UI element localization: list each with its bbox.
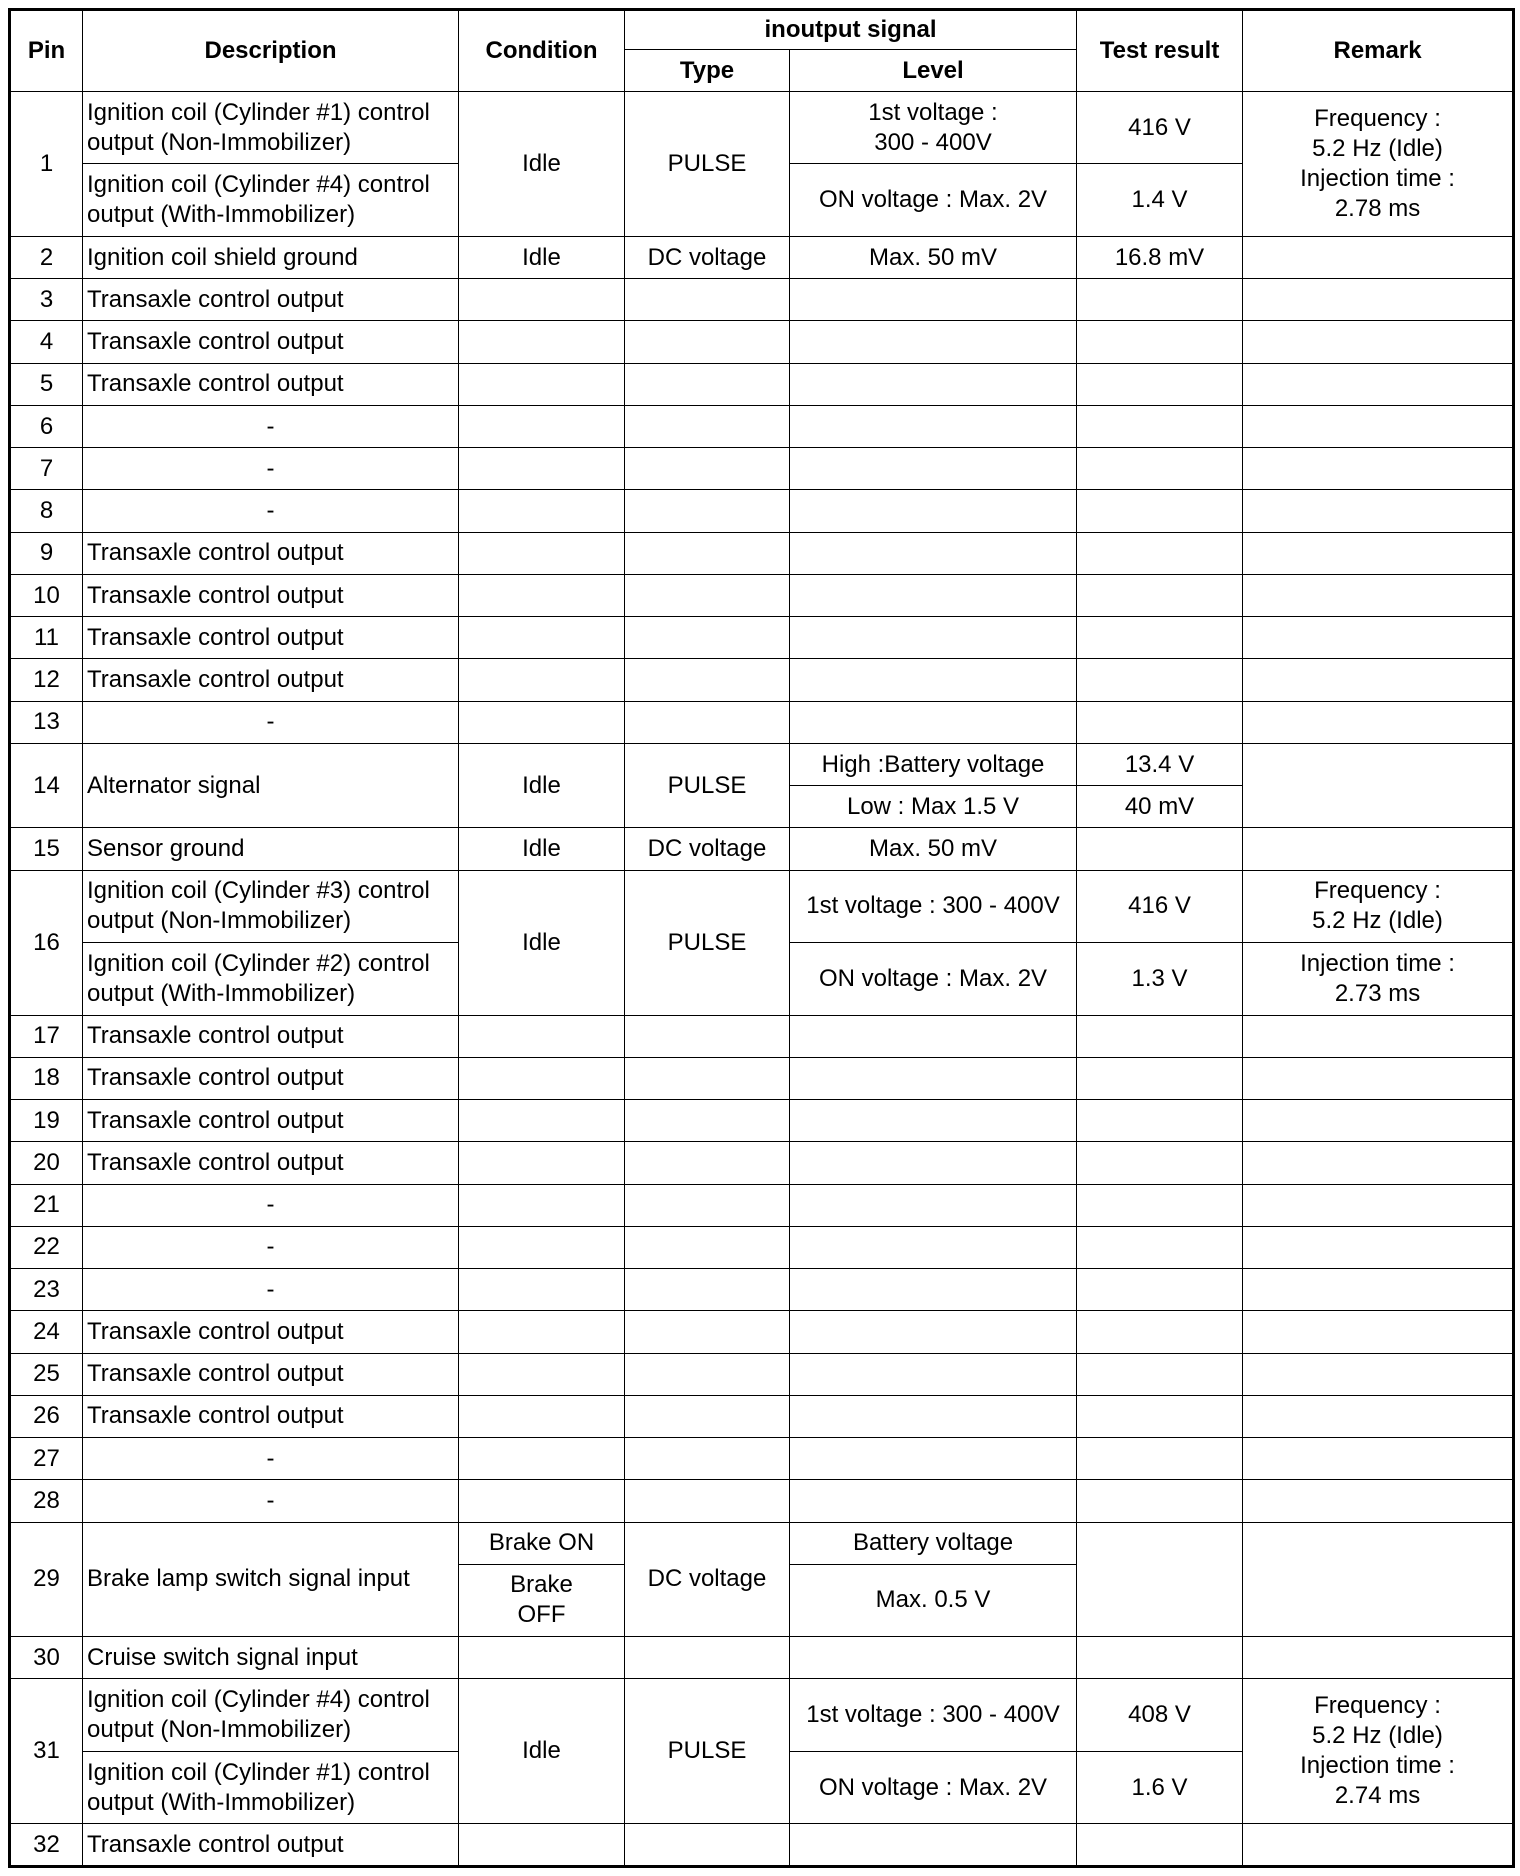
pin-cell: 12 (10, 659, 83, 701)
condition-cell: Idle (459, 236, 625, 278)
pin-cell: 24 (10, 1311, 83, 1353)
level-cell: 1st voltage : 300 - 400V (790, 870, 1077, 942)
pin-cell: 27 (10, 1438, 83, 1480)
description-cell: Transaxle control output (83, 1353, 459, 1395)
description-cell: - (83, 1438, 459, 1480)
table-row (10, 870, 1514, 942)
type-cell: PULSE (625, 870, 790, 1015)
description-cell: Ignition coil (Cylinder #3) control output (Non-Immobilizer) (83, 870, 459, 942)
header-test-result: Test result (1077, 10, 1243, 92)
pin-cell: 4 (10, 321, 83, 363)
pin-cell: 31 (10, 1679, 83, 1824)
pin-cell: 28 (10, 1480, 83, 1522)
pin-cell: 20 (10, 1142, 83, 1184)
result-cell: 1.6 V (1077, 1751, 1243, 1823)
description-cell: Ignition coil (Cylinder #4) control output (With-Immobilizer) (83, 164, 459, 236)
pin-cell: 26 (10, 1395, 83, 1437)
level-cell: Max. 50 mV (790, 236, 1077, 278)
result-cell: 416 V (1077, 92, 1243, 164)
pin-cell: 21 (10, 1184, 83, 1226)
table-row (10, 1184, 1514, 1226)
result-cell: 1.4 V (1077, 164, 1243, 236)
description-cell: Transaxle control output (83, 279, 459, 321)
level-cell: ON voltage : Max. 2V (790, 943, 1077, 1015)
condition-cell: Idle (459, 92, 625, 237)
pin-cell: 17 (10, 1015, 83, 1057)
table-row (10, 1824, 1514, 1867)
description-cell: - (83, 1269, 459, 1311)
remark-cell: Frequency : 5.2 Hz (Idle) Injection time : 2.74 ms (1243, 1679, 1514, 1824)
remark-cell (1243, 743, 1514, 828)
description-cell: Transaxle control output (83, 1142, 459, 1184)
pin-cell: 7 (10, 448, 83, 490)
description-cell: Brake lamp switch signal input (83, 1522, 459, 1637)
level-cell: High :Battery voltage (790, 743, 1077, 785)
pin-cell: 16 (10, 870, 83, 1015)
description-cell: Transaxle control output (83, 532, 459, 574)
table-row (10, 532, 1514, 574)
description-cell: - (83, 1184, 459, 1226)
description-cell: Sensor ground (83, 828, 459, 870)
description-cell: Transaxle control output (83, 1057, 459, 1099)
pin-cell: 15 (10, 828, 83, 870)
description-cell: - (83, 701, 459, 743)
pin-cell: 18 (10, 1057, 83, 1099)
description-cell: Transaxle control output (83, 1311, 459, 1353)
level-cell: Low : Max 1.5 V (790, 786, 1077, 828)
table-row (10, 448, 1514, 490)
table-row (10, 828, 1514, 870)
header-type: Type (625, 50, 790, 92)
table-row (10, 490, 1514, 532)
table-row (10, 1057, 1514, 1099)
table-row (10, 1142, 1514, 1184)
pin-cell: 6 (10, 405, 83, 447)
table-row (10, 92, 1514, 164)
table-row (10, 701, 1514, 743)
result-cell: 40 mV (1077, 786, 1243, 828)
result-cell: 16.8 mV (1077, 236, 1243, 278)
description-cell: Ignition coil (Cylinder #4) control output (Non-Immobilizer) (83, 1679, 459, 1751)
pin-cell: 5 (10, 363, 83, 405)
result-cell: 13.4 V (1077, 743, 1243, 785)
level-cell: Max. 0.5 V (790, 1564, 1077, 1636)
table-row (10, 279, 1514, 321)
table-row (10, 1480, 1514, 1522)
table-row (10, 1679, 1514, 1751)
condition-cell: Idle (459, 743, 625, 828)
table-row (10, 405, 1514, 447)
remark-cell (1243, 236, 1514, 278)
pin-cell: 19 (10, 1100, 83, 1142)
table-row (10, 659, 1514, 701)
pin-cell: 11 (10, 617, 83, 659)
description-cell: - (83, 448, 459, 490)
remark-cell: Frequency : 5.2 Hz (Idle) Injection time : 2.78 ms (1243, 92, 1514, 237)
pin-cell: 14 (10, 743, 83, 828)
table-row (10, 363, 1514, 405)
table-row (10, 1395, 1514, 1437)
pin-cell: 22 (10, 1226, 83, 1268)
result-cell: 408 V (1077, 1679, 1243, 1751)
description-cell: Transaxle control output (83, 1824, 459, 1867)
pin-cell: 10 (10, 574, 83, 616)
pin-cell: 25 (10, 1353, 83, 1395)
pin-cell: 32 (10, 1824, 83, 1867)
table-row (10, 743, 1514, 785)
description-cell: Transaxle control output (83, 574, 459, 616)
header-level: Level (790, 50, 1077, 92)
level-cell: ON voltage : Max. 2V (790, 1751, 1077, 1823)
pin-cell: 9 (10, 532, 83, 574)
level-cell: 1st voltage : 300 - 400V (790, 1679, 1077, 1751)
condition-cell: Idle (459, 1679, 625, 1824)
type-cell: PULSE (625, 743, 790, 828)
table-row (10, 1438, 1514, 1480)
description-cell: - (83, 1480, 459, 1522)
table-row (10, 236, 1514, 278)
pin-cell: 2 (10, 236, 83, 278)
description-cell: Ignition coil (Cylinder #1) control output (With-Immobilizer) (83, 1751, 459, 1823)
description-cell: - (83, 490, 459, 532)
table-row (10, 1100, 1514, 1142)
description-cell: Ignition coil shield ground (83, 236, 459, 278)
description-cell: Transaxle control output (83, 659, 459, 701)
pin-signal-table (8, 8, 1515, 1868)
remark-cell (1243, 1522, 1514, 1637)
condition-cell: Brake ON (459, 1522, 625, 1564)
result-cell: 416 V (1077, 870, 1243, 942)
type-cell: DC voltage (625, 236, 790, 278)
description-cell: - (83, 405, 459, 447)
header-pin: Pin (10, 10, 83, 92)
description-cell: Transaxle control output (83, 617, 459, 659)
table-row (10, 1353, 1514, 1395)
table-row (10, 1226, 1514, 1268)
description-cell: Cruise switch signal input (83, 1637, 459, 1679)
description-cell: Ignition coil (Cylinder #1) control output (Non-Immobilizer) (83, 92, 459, 164)
level-cell: 1st voltage : 300 - 400V (790, 92, 1077, 164)
pin-cell: 13 (10, 701, 83, 743)
description-cell: - (83, 1226, 459, 1268)
pin-cell: 23 (10, 1269, 83, 1311)
table-row (10, 321, 1514, 363)
type-cell: PULSE (625, 1679, 790, 1824)
level-cell: ON voltage : Max. 2V (790, 164, 1077, 236)
remark-cell: Injection time : 2.73 ms (1243, 943, 1514, 1015)
table-row (10, 1269, 1514, 1311)
description-cell: Transaxle control output (83, 1100, 459, 1142)
pin-cell: 3 (10, 279, 83, 321)
remark-cell: Frequency : 5.2 Hz (Idle) (1243, 870, 1514, 942)
description-cell: Ignition coil (Cylinder #2) control output (With-Immobilizer) (83, 943, 459, 1015)
level-cell: Max. 50 mV (790, 828, 1077, 870)
description-cell: Transaxle control output (83, 1395, 459, 1437)
pin-cell: 1 (10, 92, 83, 237)
header-description: Description (83, 10, 459, 92)
table-row (10, 1015, 1514, 1057)
table-row (10, 1522, 1514, 1564)
header-condition: Condition (459, 10, 625, 92)
result-cell: 1.3 V (1077, 943, 1243, 1015)
pin-cell: 8 (10, 490, 83, 532)
type-cell: PULSE (625, 92, 790, 237)
result-cell (1077, 1522, 1243, 1637)
type-cell: DC voltage (625, 828, 790, 870)
pin-cell: 29 (10, 1522, 83, 1637)
condition-cell: Idle (459, 870, 625, 1015)
description-cell: Transaxle control output (83, 321, 459, 363)
table-row (10, 1311, 1514, 1353)
table-row (10, 617, 1514, 659)
description-cell: Alternator signal (83, 743, 459, 828)
type-cell: DC voltage (625, 1522, 790, 1637)
table-row (10, 1637, 1514, 1679)
table-row (10, 574, 1514, 616)
condition-cell: Idle (459, 828, 625, 870)
header-remark: Remark (1243, 10, 1514, 92)
description-cell: Transaxle control output (83, 363, 459, 405)
header-signal-group: inoutput signal (625, 10, 1077, 50)
condition-cell: Brake OFF (459, 1564, 625, 1636)
pin-cell: 30 (10, 1637, 83, 1679)
description-cell: Transaxle control output (83, 1015, 459, 1057)
level-cell: Battery voltage (790, 1522, 1077, 1564)
